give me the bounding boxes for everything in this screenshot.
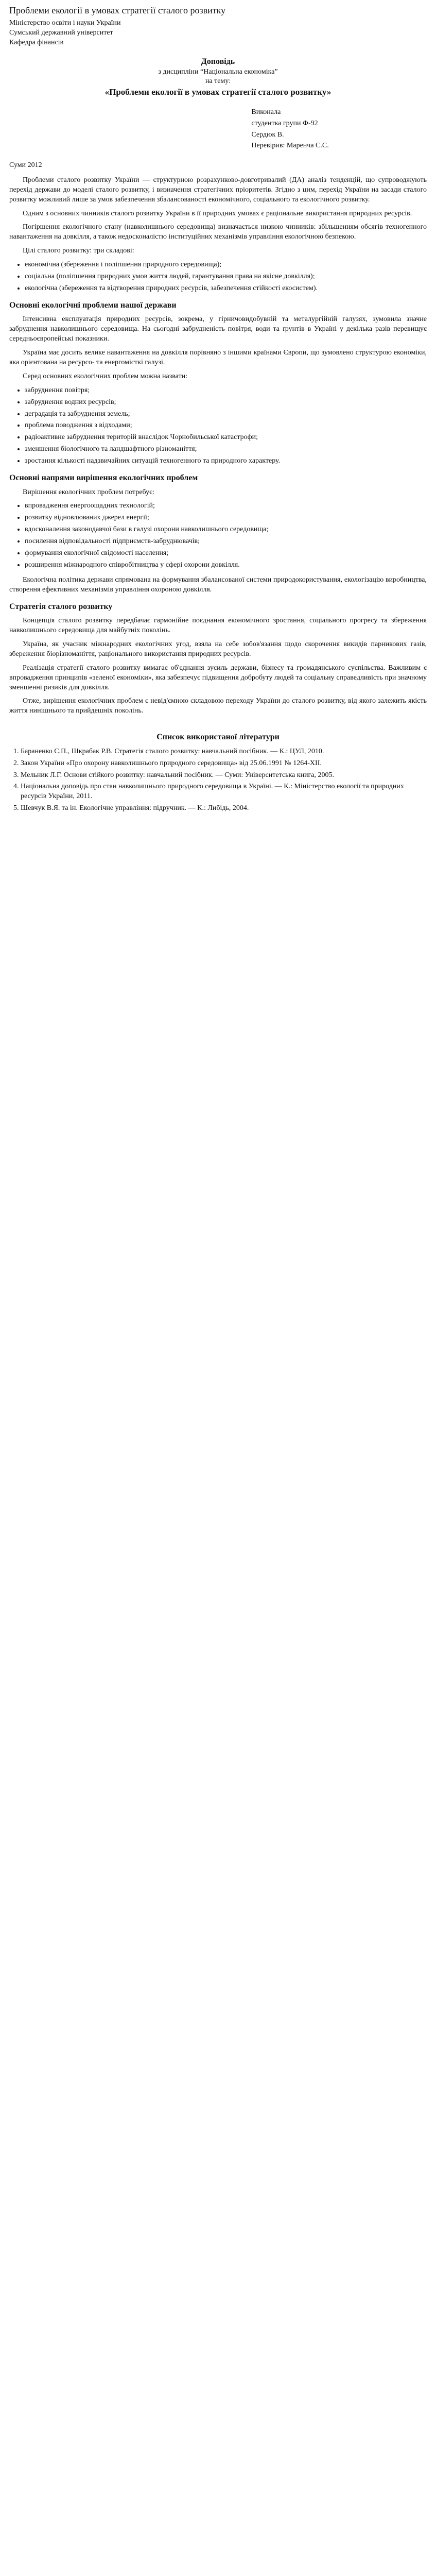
problems-section bbox=[9, 300, 427, 466]
list-item: • забруднення повітря; bbox=[25, 386, 427, 396]
place-date: Суми 2012 bbox=[9, 161, 42, 170]
list-item: • проблема поводження з відходами; bbox=[25, 421, 427, 431]
student-group: студентка групи Ф-92 bbox=[251, 119, 318, 127]
list-item: • екологічна (збереження та відтворення природних ресурсів, забезпечення стійкості екосистем). bbox=[25, 284, 427, 294]
list-item: • радіоактивне забруднення територій внаслідок Чорнобильської катастрофи; bbox=[25, 433, 427, 443]
paragraph: Отже, вирішення екологічних проблем є невід'ємною складовою переходу України до сталого розвитку, від якого залежить якість життя нинішнього та прийдешніх поколінь. bbox=[9, 697, 427, 715]
list-item: • посилення відповідальності підприємств-забруднювачів; bbox=[25, 537, 427, 547]
list-item: • економічна (збереження і поліпшення природного середовища); bbox=[25, 260, 427, 270]
references-list bbox=[9, 747, 427, 814]
ministry-line: Міністерство освіти і науки України bbox=[9, 19, 121, 27]
paragraph: Реалізація стратегії сталого розвитку вимагає об'єднання зусиль держави, бізнесу та громадянського суспільства. Важливим є впровадження принципів «зеленої економіки», яка забезпечує підвищення добробуту людей та соціальну справедливість при значному зменшенні ризиків для довкілля. bbox=[9, 664, 427, 691]
university-line: Сумський державний університет bbox=[9, 29, 113, 37]
directions-section bbox=[9, 472, 427, 595]
reference-item: 1. Бараненко С.П., Шкрабак Р.В. Стратегія сталого розвитку: навчальний посібник. — К.: ЦУЛ, 2010. bbox=[21, 747, 427, 757]
paragraph: Україна, як учасник міжнародних екологічних угод, взяла на себе зобов'язання щодо скорочення викидів парникових газів, збереження біорізноманіття, раціонального використання природних ресурсів. bbox=[9, 640, 427, 658]
document-header bbox=[9, 4, 427, 48]
document-page bbox=[0, 0, 436, 836]
checked-by: Перевірив: Маренча С.С. bbox=[251, 142, 329, 150]
goals-list bbox=[9, 260, 427, 294]
goals-intro: Цілі сталого розвитку: три складові: bbox=[23, 247, 134, 255]
problems-list bbox=[9, 386, 427, 466]
department-line: Кафедра фінансів bbox=[9, 39, 64, 47]
section-title: Основні напрями вирішення екологічних проблем bbox=[9, 473, 198, 482]
topic-label: на тему: bbox=[205, 77, 231, 86]
discipline-line: з дисципліни “Національна економіка” bbox=[158, 67, 278, 76]
student-name: Сердюк В. bbox=[251, 130, 284, 139]
reference-item: 2. Закон України «Про охорону навколишнього природного середовища» від 25.06.1991 № 1264-XII. bbox=[21, 759, 427, 769]
paragraph: Погіршення екологічного стану (навколишнього середовища) визначається низкою чинників: збільшенням обсягів техногенного навантаження на довкілля, а також недосконалістю інституційних механізмів управління екологічною безпекою. bbox=[9, 223, 427, 241]
paragraph: Концепція сталого розвитку передбачає гармонійне поєднання економічного зростання, соціального прогресу та збереження навколишнього середовища для майбутніх поколінь. bbox=[9, 617, 427, 635]
list-item: • розвитку відновлюваних джерел енергії; bbox=[25, 513, 427, 523]
intro-section bbox=[9, 176, 427, 294]
strategy-section bbox=[9, 601, 427, 717]
paragraph: Інтенсивна експлуатація природних ресурсів, зокрема, у гірничовидобувній та металургійній галузях, зумовила значне забруднення навколишнього середовища. На сьогодні забрудненість повітря, води та ґрунтів в Україні у декілька разів перевищує середньоєвропейські показники. bbox=[9, 315, 427, 343]
reference-item: 3. Мельник Л.Г. Основи стійкого розвитку: навчальний посібник. — Суми: Університетська книга, 2005. bbox=[21, 771, 427, 781]
list-item: • деградація та забруднення земель; bbox=[25, 410, 427, 419]
page-title: Проблеми екології в умовах стратегії сталого розвитку bbox=[9, 5, 226, 15]
author-block bbox=[251, 107, 427, 151]
paragraph: Проблеми сталого розвитку України — структурною розрахунково-довготривалий (ДА) аналіз тенденцій, що супроводжують перехід держави до моделі сталого розвитку, і визначення стратегічних пріоритетів. Згідно з цим, перехід України на засади сталого розвитку можливий лише за умов забезпечення збалансованості економічного, соціального та екологічного розвитку. bbox=[9, 176, 427, 204]
performed-label: Виконала bbox=[251, 108, 281, 116]
list-item: • впровадження енергоощадних технологій; bbox=[25, 501, 427, 511]
section-title: Стратегія сталого розвитку bbox=[9, 602, 113, 611]
paragraph: Україна має досить велике навантаження на довкілля порівняно з іншими країнами Європи, що зумовлено структурою економіки, яка орієнтована на ресурсо- та енергомісткі галузі. bbox=[9, 349, 427, 366]
references-section bbox=[9, 732, 427, 814]
section-title: Основні екологічні проблеми нашої держави bbox=[9, 300, 177, 310]
paragraph: Одним з основних чинників сталого розвитку України в її природних умовах є раціональне використання природних ресурсів. bbox=[23, 209, 412, 217]
paragraph: Серед основних екологічних проблем можна назвати: bbox=[23, 372, 188, 380]
references-title: Список використаної літератури bbox=[156, 733, 280, 742]
paragraph: Вирішення екологічних проблем потребує: bbox=[23, 488, 155, 496]
reference-item: 5. Шевчук В.Я. та ін. Екологічне управління: підручник. — К.: Либідь, 2004. bbox=[21, 804, 427, 814]
list-item: • розширення міжнародного співробітництва у сфері охорони довкілля. bbox=[25, 561, 427, 570]
list-item: • зростання кількості надзвичайних ситуацій техногенного та природного характеру. bbox=[25, 456, 427, 466]
directions-list bbox=[9, 501, 427, 570]
list-item: • зменшення біологічного та ландшафтного різноманіття; bbox=[25, 445, 427, 454]
topic-title: «Проблеми екології в умовах стратегії сталого розвитку» bbox=[104, 87, 332, 97]
title-block bbox=[9, 56, 427, 98]
spacer bbox=[9, 720, 427, 725]
reference-item: 4. Національна доповідь про стан навколишнього природного середовища в Україні. — К.: Міністерство екології та природних ресурсів України, 2011. bbox=[21, 782, 427, 802]
list-item: • забруднення водних ресурсів; bbox=[25, 398, 427, 408]
document-kind: Доповідь bbox=[201, 57, 235, 66]
list-item: • формування екологічної свідомості населення; bbox=[25, 549, 427, 558]
paragraph: Екологічна політика держави спрямована на формування збалансованої системи природокористування, екологізацію виробництва, створення ефективних механізмів управління охороною довкілля. bbox=[9, 575, 427, 594]
list-item: • вдосконалення законодавчої бази в галузі охорони навколишнього середовища; bbox=[25, 525, 427, 535]
list-item: • соціальна (поліпшення природних умов життя людей, гарантування права на якісне довкілля); bbox=[25, 272, 427, 282]
